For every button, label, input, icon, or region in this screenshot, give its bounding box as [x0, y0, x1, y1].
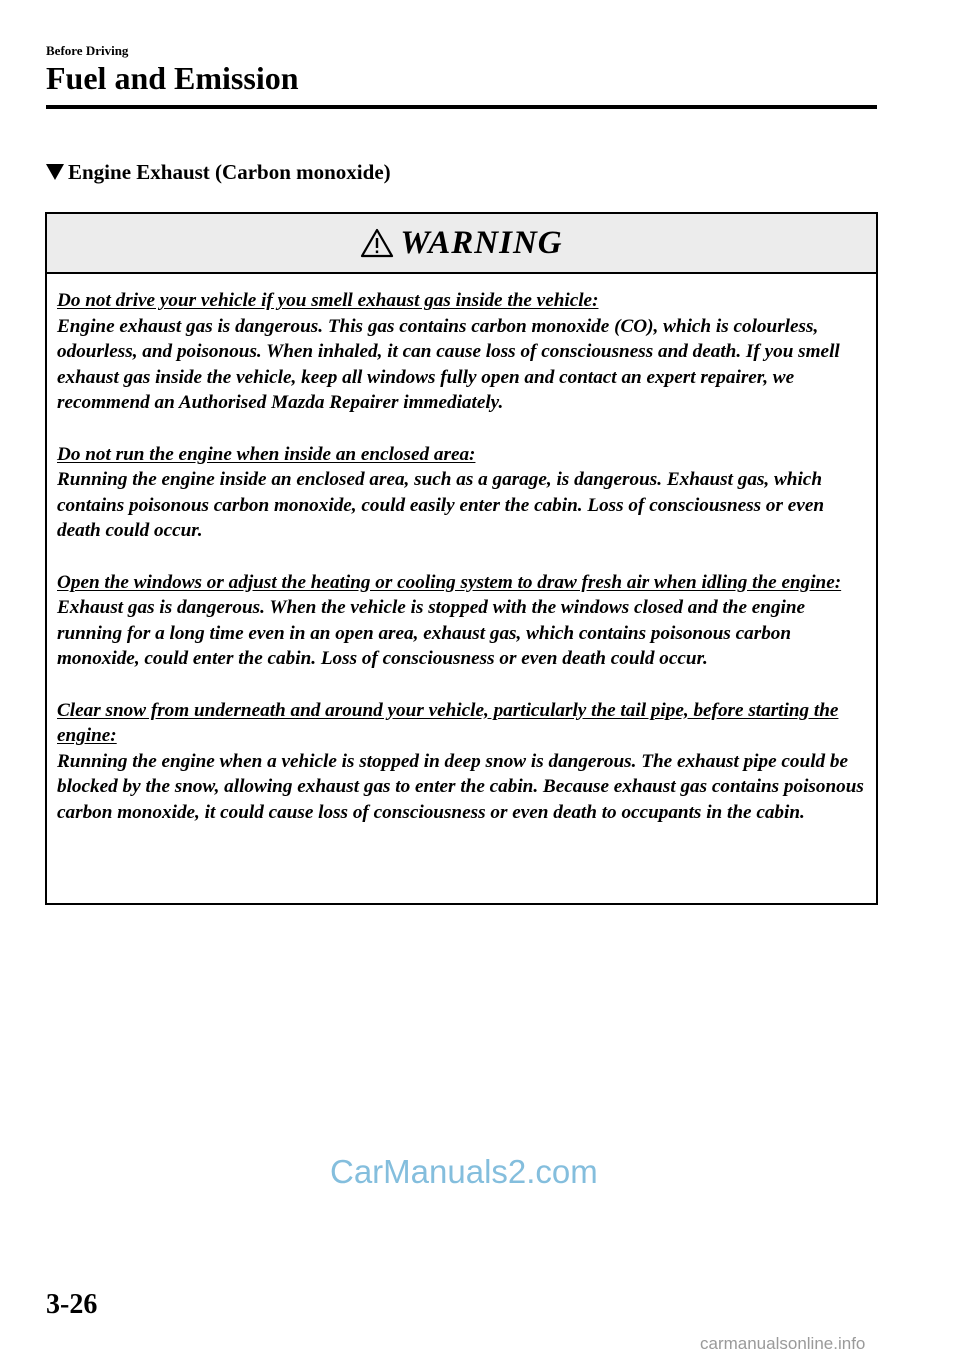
warning-item-heading: Clear snow from underneath and around your vehicle, particularly the tail pipe, before starting the engine: [57, 699, 839, 747]
warning-item-heading: Open the windows or adjust the heating or cooling system to draw fresh air when idling the engine: [57, 571, 842, 593]
warning-item-text: Exhaust gas is dangerous. When the vehicle is stopped with the windows closed and the engine running for a long time even in an open area, exhaust gas, which contains poisonous carbon monoxide, could enter the cabin. Loss of consciousness or even death could occur. [57, 597, 806, 670]
section-heading [46, 159, 391, 185]
title-divider [46, 105, 877, 109]
triangle-bullet-icon [46, 164, 64, 180]
chapter-label: Before Driving [46, 43, 129, 58]
warning-item [57, 698, 866, 826]
page-title: Fuel and Emission [46, 60, 299, 96]
footer-site-link[interactable]: carmanualsonline.info [700, 1334, 866, 1353]
warning-label: WARNING [400, 224, 563, 261]
page-number: 3-26 [46, 1289, 98, 1320]
warning-item [57, 442, 866, 544]
warning-box [45, 212, 878, 905]
warning-item-text: Running the engine when a vehicle is stopped in deep snow is dangerous. The exhaust pipe could be blocked by the snow, allowing exhaust gas to enter the cabin. Because exhaust gas contains poisonous carbon monoxide, it could cause loss of consciousness or even death to occupants in the cabin. [57, 750, 864, 823]
warning-item [57, 570, 866, 672]
warning-header [47, 214, 876, 274]
section-heading-text: Engine Exhaust (Carbon monoxide) [68, 160, 391, 184]
watermark-logo: CarManuals2.com [330, 1153, 598, 1190]
warning-triangle-icon [360, 228, 394, 258]
warning-body [47, 274, 876, 825]
warning-item [57, 288, 866, 416]
warning-item-heading: Do not run the engine when inside an enclosed area: [57, 443, 476, 465]
warning-item-text: Running the engine inside an enclosed area, such as a garage, is dangerous. Exhaust gas, which contains poisonous carbon monoxide, could easily enter the cabin. Loss of consciousness or even death could occur. [57, 469, 825, 542]
warning-item-text: Engine exhaust gas is dangerous. This gas contains carbon monoxide (CO), which is colourless, odourless, and poisonous. When inhaled, it can cause loss of consciousness and death. If you smell exhaust gas inside the vehicle, keep all windows fully open and contact an expert repairer, we recommend an Authorised Mazda Repairer immediately. [57, 315, 840, 414]
warning-item-heading: Do not drive your vehicle if you smell exhaust gas inside the vehicle: [57, 290, 599, 311]
